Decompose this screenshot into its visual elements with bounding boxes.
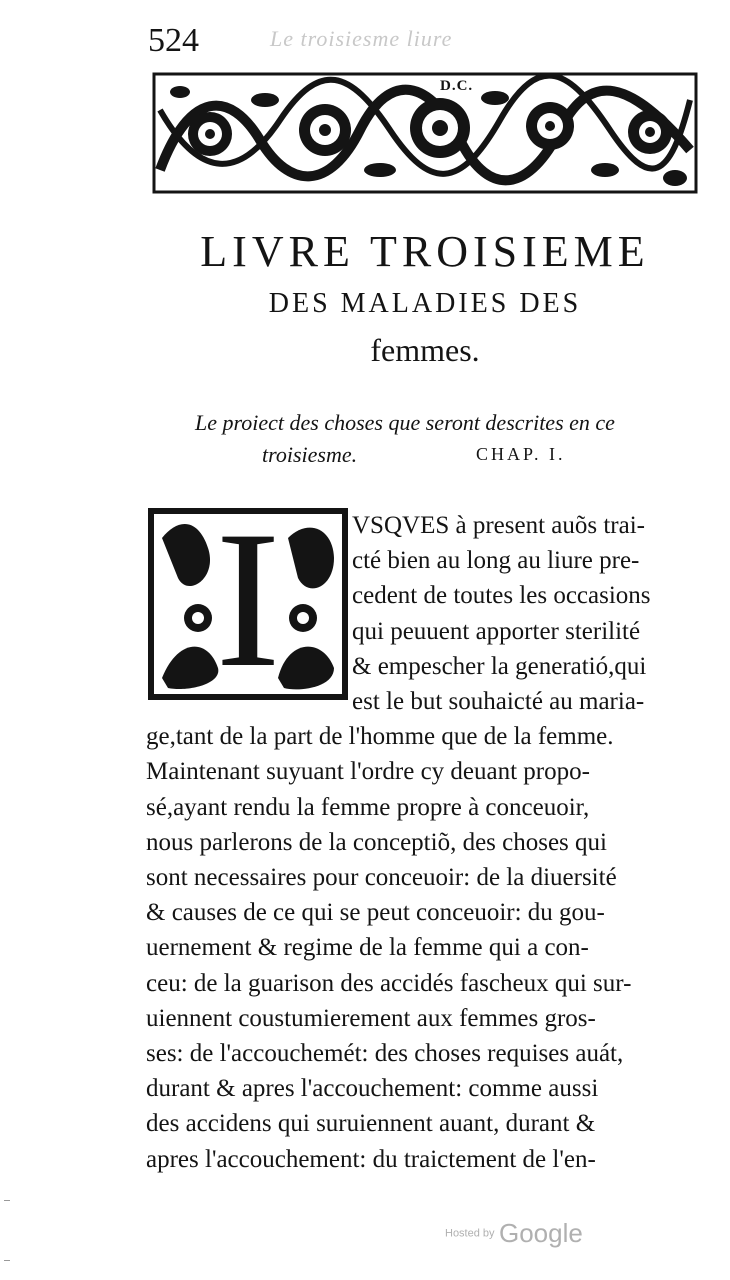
body-text-line: apres l'accouchement: du traictement de l'en- [146,1145,596,1173]
page-number: 524 [148,22,199,59]
body-text-line: nous parlerons de la conceptiõ, des choses qui [146,828,607,856]
watermark-prefix: Hosted by [445,1227,495,1240]
drop-cap-letter: I [215,491,281,708]
body-text-line: uiennent coustumierement aux femmes gros- [146,1004,596,1032]
book-subtitle-line: DES MALADIES DES [268,288,582,319]
chapter-heading: troisiesme. [262,442,358,467]
ornamental-headpiece [150,70,700,196]
watermark-brand: Google [498,1218,583,1248]
book-subtitle-line: femmes. [370,332,480,368]
body-text-line: sé,ayant rendu la femme propre à conceuoir, [146,793,590,821]
body-text-line: ge,tant de la part de l'homme que de la femme. [146,723,614,751]
margin-mark [4,1260,10,1261]
body-text-line: qui peuuent apporter sterilité [352,617,641,645]
hosted-by-google-watermark [445,1218,583,1249]
signature-mark: D.C. [440,78,474,94]
body-text-line: ses: de l'accouchemét: des choses requises auát, [146,1040,624,1067]
chapter-heading: Le proiect des choses que seront descrites en ce [195,410,615,435]
body-text-line: des accidens qui suruiennent auant, durant & [146,1110,596,1138]
body-text-line: cedent de toutes les occasions [352,582,651,610]
body-text-line: uernement & regime de la femme qui a con- [146,934,589,962]
body-text-line: cté bien au long au liure pre- [352,547,640,575]
body-text-line: Maintenant suyuant l'ordre cy deuant propo- [146,758,590,786]
body-text-line: durant & apres l'accouchement: comme aussi [146,1075,599,1103]
body-text-line: VSQVES à present auõs trai- [352,512,645,539]
body-text-line: & causes de ce qui se peut conceuoir: du gou- [146,899,605,927]
running-head: Le troisiesme liure [270,26,453,51]
body-text-line: est le but souhaicté au maria- [352,688,645,715]
decorated-initial [148,491,348,708]
chapter-label: CHAP. I. [476,444,566,464]
margin-mark [4,1200,10,1201]
book-title: LIVRE TROISIEME [200,227,650,276]
body-text-line: ceu: de la guarison des accidés fascheux qui sur- [146,969,632,997]
body-text-line: & empescher la generatió,qui [352,652,647,680]
body-text-line: sont necessaires pour conceuoir: de la diuersité [146,864,617,891]
